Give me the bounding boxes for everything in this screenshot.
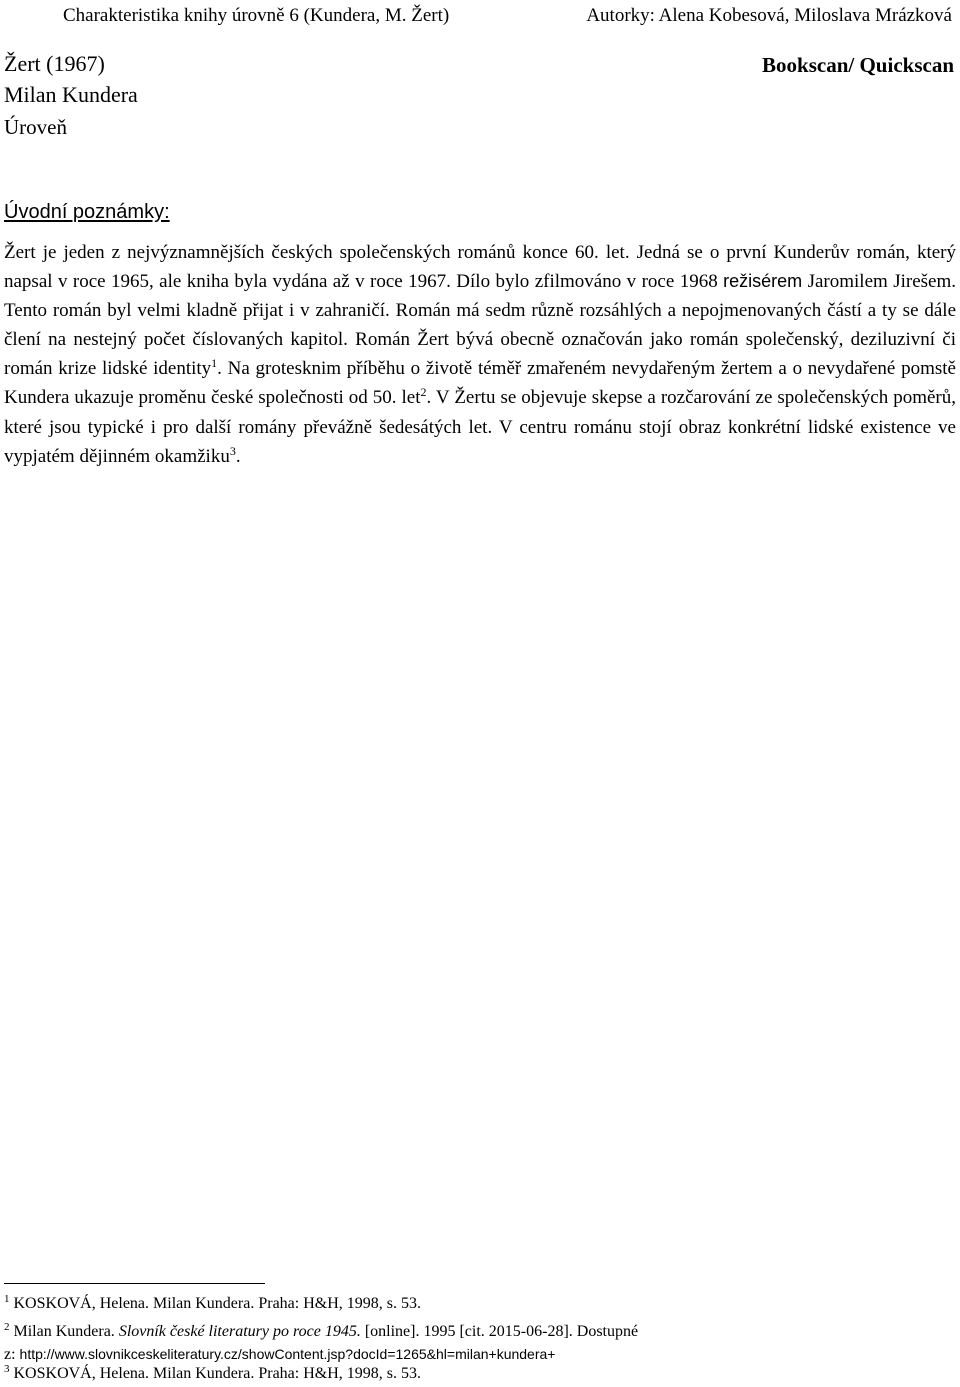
footnote-3-number: 3 — [4, 1363, 10, 1375]
footnote-2-text-a: Milan Kundera. — [9, 1323, 119, 1340]
intro-text-part-3: . Na grotesknim příběhu o životě téměř zmařeném nevydařeným žertem a o nevydařené pomstě Kundera ukazuje proměnu české společnosti od 50. let — [4, 358, 956, 409]
footnote-2-url-prefix: z: — [4, 1346, 20, 1363]
footnote-2 — [4, 1320, 944, 1343]
footnote-1-number: 1 — [4, 1293, 10, 1305]
level-label: Úroveň — [4, 115, 67, 139]
footnote-2-text-b: [online]. 1995 [cit. 2015-06-28]. Dostupné — [360, 1323, 639, 1340]
footnote-ref-2[interactable]: 2 — [420, 385, 427, 400]
intro-text-part-2: Jaromilem Jirešem. Tento román byl velmi kladně přijat i v zahraničí. Román má sedm různě rozsáhlých a nepojmenovaných částí a ty se dále člení na nestejný počet číslovaných kapitol. Román Žert bývá obecně označován jako román společenský, deziluzivní či román krize lidské identity — [4, 271, 956, 380]
intro-text-part-1: Žert je jeden z nejvýznamnějších českých společenských románů konce 60. let. Jedná se o první Kunderův román, který napsal v roce 1965, ale kniha byla vydána až v roce 1967. Dílo bylo zfilmováno v roce 1968 — [4, 242, 956, 293]
intro-text-part-4: . V Žertu se objevuje skepse a rozčarování ze společenských poměrů, které jsou typické i pro další romány převážně šedesátých let. V centru románu stojí obraz konkrétní lidské existence ve vypjatém dějinném okamžiku — [4, 387, 956, 467]
intro-paragraph — [4, 238, 956, 471]
footnote-2-number: 2 — [4, 1321, 10, 1333]
footnote-ref-1[interactable]: 1 — [211, 356, 218, 371]
footnote-1 — [4, 1292, 944, 1315]
intro-text-sans-word: režisérem — [723, 271, 803, 292]
intro-heading: Úvodní poznámky: — [4, 201, 170, 223]
intro-text-part-5: . — [235, 445, 241, 467]
footnote-3-text: KOSKOVÁ, Helena. Milan Kundera. Praha: H&H, 1998, s. 53. — [9, 1365, 421, 1382]
footnote-2-url-link[interactable]: http://www.slovnikceskeliteratury.cz/showContent.jsp?docId=1265&hl=milan+kundera+ — [19, 1346, 556, 1362]
footnote-ref-3[interactable]: 3 — [229, 443, 236, 458]
book-author: Milan Kundera — [4, 82, 138, 107]
method-label: Bookscan/ Quickscan — [762, 53, 954, 77]
footnote-1-text: KOSKOVÁ, Helena. Milan Kundera. Praha: H&H, 1998, s. 53. — [9, 1295, 421, 1312]
running-head-authors: Autorky: Alena Kobesová, Miloslava Mrázková — [586, 5, 952, 26]
running-head-book: Charakteristika knihy úrovně 6 (Kundera, M. Žert) — [63, 5, 450, 26]
book-title: Žert (1967) — [4, 51, 105, 76]
footnote-2-source-title: Slovník české literatury po roce 1945. — [118, 1323, 361, 1340]
footnote-separator — [4, 1283, 265, 1284]
footnote-3 — [4, 1362, 944, 1385]
